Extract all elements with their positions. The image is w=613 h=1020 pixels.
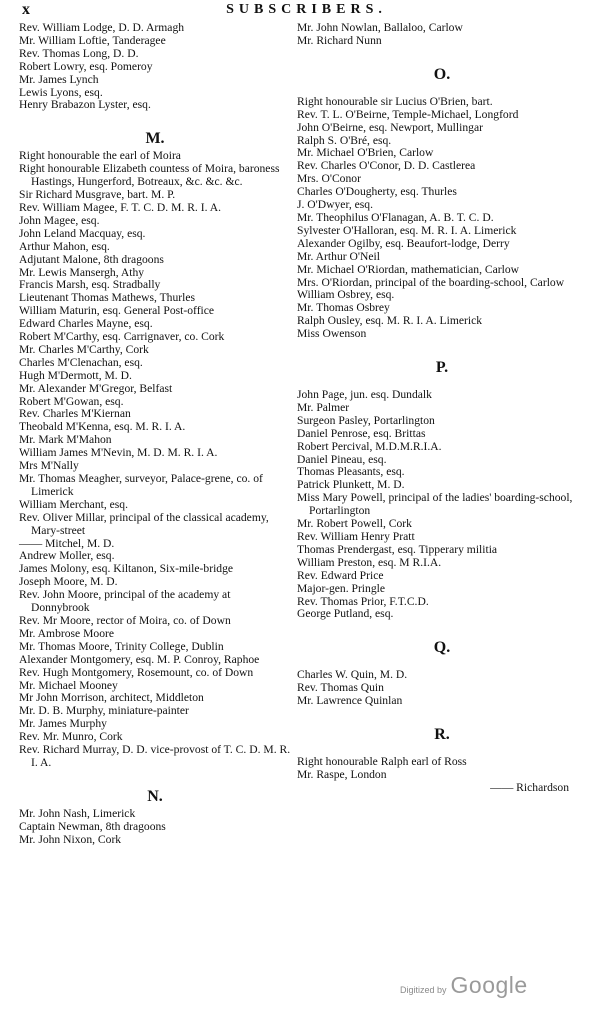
- subscriber-entry: Mr. Arthur O'Neil: [297, 249, 380, 263]
- section-heading-m: M.: [145, 130, 165, 148]
- subscriber-entry: Rev. William Lodge, D. D. Armagh: [19, 21, 185, 34]
- digitized-by-google-watermark: [400, 972, 528, 999]
- subscriber-entry: Mr. Michael O'Riordan, mathematician, Carlow: [297, 262, 519, 276]
- subscriber-entry: Lewis Lyons, esq.: [19, 85, 103, 99]
- section-heading-o: O.: [433, 65, 451, 83]
- subscriber-entry: Surgeon Pasley, Portarlington: [297, 413, 435, 427]
- subscriber-entry: Rev. Richard Murray, D. D. vice-provost of T. C. D. M. R. I. A.: [19, 743, 291, 769]
- subscriber-entry: Mr. Michael O'Brien, Carlow: [297, 146, 434, 160]
- subscriber-entry: Mrs. O'Conor: [297, 172, 361, 186]
- subscriber-entry: Mr. Mark M'Mahon: [19, 433, 112, 447]
- subscriber-entry: Edward Charles Mayne, esq.: [19, 317, 153, 331]
- subscriber-entry: Adjutant Malone, 8th dragoons: [19, 252, 164, 266]
- subscriber-entry: Mrs. O'Riordan, principal of the boarding-school, Carlow: [297, 275, 565, 289]
- trailing-entry: —— Richardson: [490, 780, 569, 794]
- section-heading-n: N.: [147, 787, 163, 805]
- subscriber-entry: John O'Beirne, esq. Newport, Mullingar: [297, 120, 483, 134]
- subscriber-entry: Mr. William Loftie, Tanderagee: [19, 33, 166, 47]
- subscriber-entry: John Page, jun. esq. Dundalk: [297, 388, 432, 402]
- section-o-entries: [297, 96, 587, 341]
- subscriber-entry: Rev. William Magee, F. T. C. D. M. R. I. A.: [19, 200, 222, 214]
- running-head: SUBSCRIBERS.: [226, 2, 387, 17]
- subscriber-entry: Mr. Michael Mooney: [19, 678, 118, 692]
- section-q-entries: [297, 669, 587, 708]
- subscriber-entry: Right honourable Elizabeth countess of Moira, baroness Hastings, Hungerford, Botreaux, &c. &c. &c.: [19, 162, 280, 189]
- lead-entry-list: [19, 22, 291, 112]
- subscriber-entry: Mr. Charles M'Carthy, Cork: [19, 342, 149, 356]
- subscriber-entry: Hugh M'Dermott, M. D.: [19, 368, 132, 382]
- subscriber-entry: Rev. Oliver Millar, principal of the classical academy, Mary-street: [19, 510, 269, 537]
- subscriber-entry: Lieutenant Thomas Mathews, Thurles: [19, 291, 196, 305]
- subscriber-entry: Mr. Robert Powell, Cork: [297, 517, 412, 531]
- subscriber-entry: Right honourable the earl of Moira: [19, 149, 181, 163]
- subscriber-entry: Mr. Thomas Moore, Trinity College, Dublin: [19, 639, 224, 653]
- subscriber-entry: Right honourable sir Lucius O'Brien, bart.: [297, 94, 493, 108]
- subscriber-entry: Francis Marsh, esq. Stradbally: [19, 278, 161, 292]
- subscriber-entry: Robert M'Carthy, esq. Carrignaver, co. Cork: [19, 330, 225, 344]
- subscriber-entry: William James M'Nevin, M. D. M. R. I. A.: [19, 446, 218, 460]
- page-number: x: [22, 1, 30, 18]
- subscriber-entry: Rev. William Henry Pratt: [297, 530, 415, 543]
- subscriber-entry: Daniel Pineau, esq.: [297, 452, 387, 466]
- subscriber-entry: Henry Brabazon Lyster, esq.: [19, 98, 151, 112]
- subscriber-entry: John Leland Macquay, esq.: [19, 226, 146, 240]
- subscriber-entry: Rev. Mr. Munro, Cork: [19, 730, 123, 744]
- subscriber-entry: Charles M'Clenachan, esq.: [19, 355, 143, 369]
- left-column: [19, 22, 291, 847]
- subscriber-entry: William Preston, esq. M R.I.A.: [297, 555, 442, 569]
- subscriber-entry: Captain Newman, 8th dragoons: [19, 819, 166, 833]
- right-column: [297, 22, 587, 795]
- subscriber-entry: George Putland, esq.: [297, 607, 394, 621]
- subscriber-entry: Rev. John Moore, principal of the academy at Donnybrook: [19, 588, 231, 615]
- subscriber-entry: Robert Lowry, esq. Pomeroy: [19, 59, 153, 73]
- subscriber-entry: Mr. Alexander M'Gregor, Belfast: [19, 381, 173, 395]
- subscriber-entry: Miss Mary Powell, principal of the ladies' boarding-school, Portarlington: [297, 491, 573, 518]
- subscriber-entry: Rev. Charles O'Conor, D. D. Castlerea: [297, 159, 476, 173]
- subscriber-entry: Ralph S. O'Bré, esq.: [297, 133, 392, 147]
- subscriber-entry: Alexander Ogilby, esq. Beaufort-lodge, Derry: [297, 236, 510, 250]
- subscriber-entry: Rev. Thomas Long, D. D.: [19, 46, 139, 60]
- lead-entry-list: [297, 22, 587, 48]
- subscriber-entry: Andrew Moller, esq.: [19, 549, 115, 563]
- subscriber-entry: Thomas Prendergast, esq. Tipperary militia: [297, 542, 498, 556]
- subscriber-entry: Mr. Ambrose Moore: [19, 626, 114, 640]
- subscriber-entry: James Molony, esq. Kiltanon, Six-mile-bridge: [19, 562, 234, 576]
- section-heading-p: P.: [435, 359, 449, 377]
- subscriber-entry: Rev. Hugh Montgomery, Rosemount, co. of Down: [19, 665, 254, 679]
- subscriber-entry: Patrick Plunkett, M. D.: [297, 478, 405, 492]
- subscriber-entry: Arthur Mahon, esq.: [19, 239, 110, 253]
- subscriber-entry: John Magee, esq.: [19, 213, 100, 227]
- section-heading-q: Q.: [433, 639, 451, 657]
- subscriber-entry: William Merchant, esq.: [19, 497, 128, 511]
- subscriber-entry: Ralph Ousley, esq. M. R. I. A. Limerick: [297, 314, 483, 328]
- subscriber-entry: Right honourable Ralph earl of Ross: [297, 755, 467, 769]
- subscriber-entry: Rev. Thomas Prior, F.T.C.D.: [297, 594, 429, 608]
- subscriber-entry: Mr. D. B. Murphy, miniature-painter: [19, 704, 189, 718]
- subscriber-entry: Rev. Edward Price: [297, 568, 384, 582]
- google-logo: Google: [450, 972, 528, 998]
- subscriber-entry: Mr. Theophilus O'Flanagan, A. B. T. C. D.: [297, 210, 494, 224]
- subscriber-entry: J. O'Dwyer, esq.: [297, 198, 374, 212]
- subscriber-entry: Mr John Morrison, architect, Middleton: [19, 691, 204, 705]
- subscriber-entry: Robert Percival, M.D.M.R.I.A.: [297, 439, 442, 453]
- digitized-by-label: Digitized by: [400, 985, 447, 995]
- subscriber-entry: Mr. Richard Nunn: [297, 33, 382, 47]
- subscriber-entry: Mr. Palmer: [297, 400, 350, 414]
- subscriber-entry: Mr. Lewis Mansergh, Athy: [19, 265, 145, 279]
- subscriber-entry: Major-gen. Pringle: [297, 581, 385, 595]
- section-r-entries: [297, 756, 587, 782]
- subscriber-entry: William Maturin, esq. General Post-office: [19, 304, 215, 318]
- subscriber-entry: Alexander Montgomery, esq. M. P. Conroy, Raphoe: [19, 652, 260, 666]
- subscriber-entry: Sylvester O'Halloran, esq. M. R. I. A. Limerick: [297, 223, 517, 237]
- subscriber-entry: Mr. James Lynch: [19, 72, 99, 86]
- section-m-entries: [19, 150, 291, 770]
- subscriber-entry: Mr. John Nowlan, Ballaloo, Carlow: [297, 21, 463, 34]
- subscriber-entry: Mr. John Nixon, Cork: [19, 832, 122, 846]
- subscriber-entry: Mr. Thomas Osbrey: [297, 301, 390, 315]
- subscriber-entry: Mr. Lawrence Quinlan: [297, 694, 403, 708]
- subscriber-entry: Mr. Raspe, London: [297, 767, 387, 781]
- subscriber-entry: Joseph Moore, M. D.: [19, 575, 118, 589]
- section-p-entries: [297, 389, 587, 621]
- section-heading-r: R.: [434, 726, 450, 744]
- subscriber-entry: Charles W. Quin, M. D.: [297, 668, 408, 682]
- subscriber-entry: Theobald M'Kenna, esq. M. R. I. A.: [19, 420, 186, 434]
- subscriber-entry: William Osbrey, esq.: [297, 288, 395, 302]
- subscriber-entry: Rev. Mr Moore, rector of Moira, co. of Down: [19, 613, 231, 627]
- subscriber-entry: Mrs M'Nally: [19, 459, 79, 473]
- subscriber-entry: Charles O'Dougherty, esq. Thurles: [297, 185, 457, 199]
- subscriber-entry: Rev. Thomas Quin: [297, 681, 384, 695]
- subscriber-entry: Sir Richard Musgrave, bart. M. P.: [19, 188, 176, 202]
- section-n-entries: [19, 808, 291, 847]
- subscriber-entry: Mr. James Murphy: [19, 717, 107, 731]
- subscriber-entry: —— Mitchel, M. D.: [19, 536, 115, 550]
- subscriber-entry: Robert M'Gowan, esq.: [19, 394, 124, 408]
- subscriber-entry: Thomas Pleasants, esq.: [297, 465, 405, 479]
- subscriber-entry: Mr. John Nash, Limerick: [19, 806, 136, 820]
- subscriber-entry: Rev. T. L. O'Beirne, Temple-Michael, Longford: [297, 107, 519, 121]
- subscriber-entry: Mr. Thomas Meagher, surveyor, Palace-grene, co. of Limerick: [19, 472, 263, 498]
- subscriber-entry: Miss Owenson: [297, 327, 367, 341]
- subscriber-entry: Daniel Penrose, esq. Brittas: [297, 426, 426, 440]
- subscriber-entry: Rev. Charles M'Kiernan: [19, 407, 131, 421]
